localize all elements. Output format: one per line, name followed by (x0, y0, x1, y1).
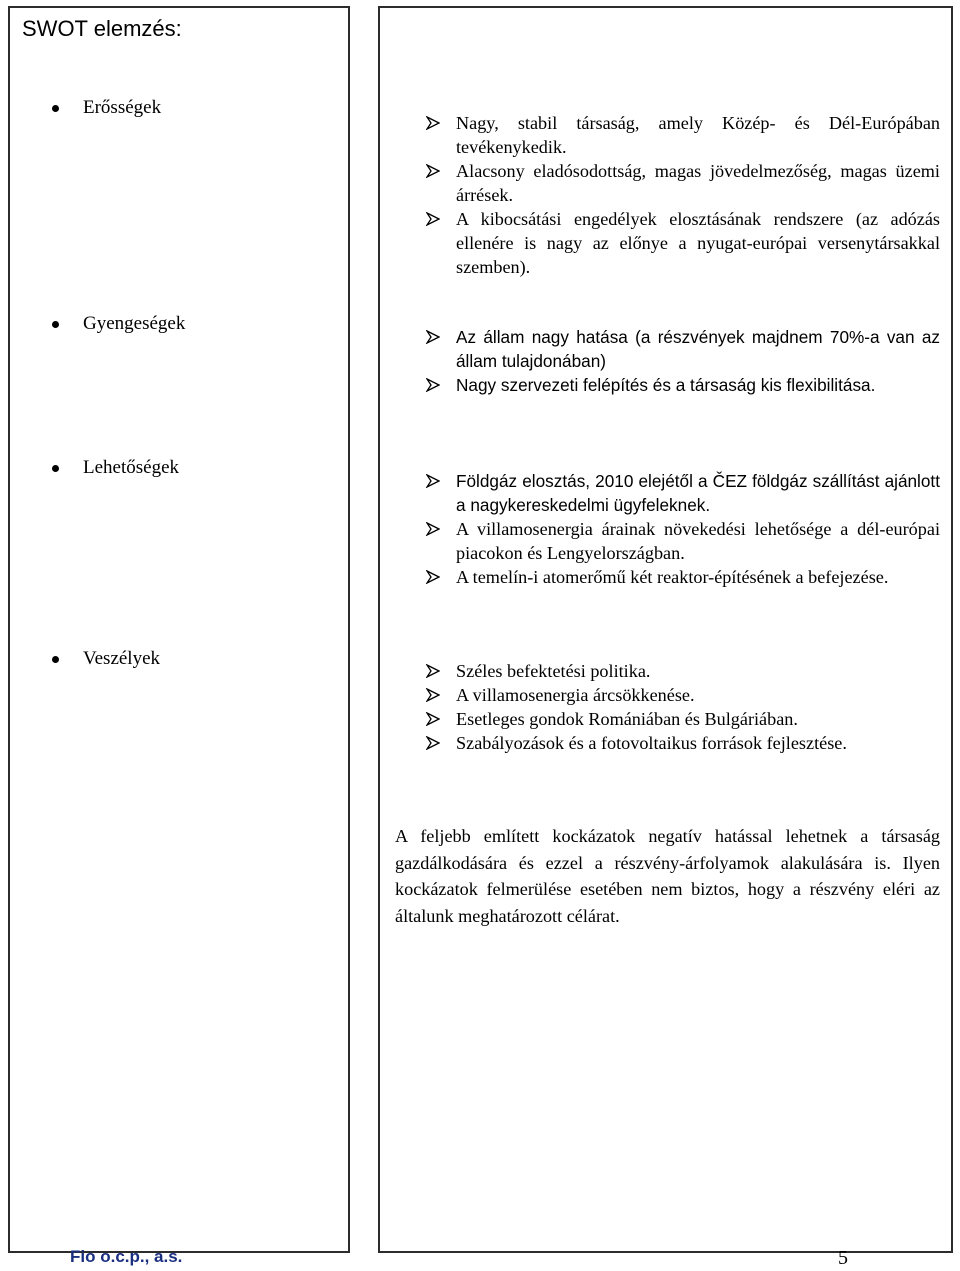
list-item-text: Földgáz elosztás, 2010 elejétől a ČEZ földgáz szállítást ajánlott a nagykereskedelmi ügyfeleknek. (456, 471, 940, 515)
risk-paragraph: A feljebb említett kockázatok negatív hatással lehetnek a társaság gazdálkodására és ezzel a részvény-árfolyamok alakulására is. Ilyen kockázatok felmerülése esetében nem biztos, hogy a részvény eléri az általunk meghatározott célárat. (395, 826, 940, 926)
list-item-text: A kibocsátási engedélyek elosztásának rendszere (az adózás ellenére is nagy az előnye a nyugat-európai versenytársakkal szemben). (456, 209, 940, 277)
arrowhead-bullet-icon (426, 116, 440, 130)
arrowhead-bullet-icon (426, 164, 440, 178)
page-number: 5 (838, 1247, 848, 1269)
list-item (426, 207, 940, 279)
list-item (426, 707, 940, 731)
list-item-text: A villamosenergia árcsökkenése. (456, 685, 695, 705)
list-item-text: Nagy, stabil társaság, amely Közép- és Dél-Európában tevékenykedik. (456, 113, 940, 157)
arrowhead-bullet-icon (426, 378, 440, 392)
arrowhead-bullet-icon (426, 664, 440, 678)
strengths-list (426, 111, 940, 279)
list-item (426, 731, 940, 755)
list-item (426, 517, 940, 565)
list-item (426, 565, 940, 589)
list-item-text: Nagy szervezeti felépítés és a társaság kis flexibilitása. (456, 375, 876, 395)
list-item-text: Szabályozások és a fotovoltaikus források fejlesztése. (456, 733, 847, 753)
list-item-text: A villamosenergia árainak növekedési lehetősége a dél-európai piacokon és Lengyelországban. (456, 519, 940, 563)
arrowhead-bullet-icon (426, 522, 440, 536)
list-item (426, 469, 940, 517)
bullet-dot-icon (52, 465, 59, 472)
list-item-text: Az állam nagy hatása (a részvények majdnem 70%-a van az állam tulajdonában) (456, 327, 940, 371)
arrowhead-bullet-icon (426, 688, 440, 702)
list-item-text: Esetleges gondok Romániában és Bulgáriában. (456, 709, 798, 729)
section-label: Lehetőségek (83, 457, 180, 478)
list-item-text: A temelín-i atomerőmű két reaktor-építésének a befejezése. (456, 567, 889, 587)
page-title: SWOT elemzés: (22, 16, 182, 41)
bullet-dot-icon (52, 105, 59, 112)
list-item-text: Széles befektetési politika. (456, 661, 651, 681)
list-item (426, 159, 940, 207)
left-column-frame (8, 6, 350, 1253)
footer-company: Fio o.c.p., a.s. (70, 1247, 183, 1266)
section-label: Veszélyek (83, 648, 161, 669)
opportunities-list (426, 469, 940, 589)
bullet-dot-icon (52, 321, 59, 328)
list-item (426, 373, 940, 397)
weaknesses-list (426, 325, 940, 397)
list-item (426, 111, 940, 159)
arrowhead-bullet-icon (426, 330, 440, 344)
arrowhead-bullet-icon (426, 474, 440, 488)
threats-list (426, 659, 940, 755)
arrowhead-bullet-icon (426, 570, 440, 584)
section-label: Erősségek (83, 97, 162, 118)
section-label: Gyengeségek (83, 313, 186, 334)
bullet-dot-icon (52, 656, 59, 663)
list-item (426, 325, 940, 373)
list-item (426, 683, 940, 707)
list-item-text: Alacsony eladósodottság, magas jövedelmezőség, magas üzemi árrések. (456, 161, 940, 205)
arrowhead-bullet-icon (426, 736, 440, 750)
arrowhead-bullet-icon (426, 212, 440, 226)
list-item (426, 659, 940, 683)
arrowhead-bullet-icon (426, 712, 440, 726)
